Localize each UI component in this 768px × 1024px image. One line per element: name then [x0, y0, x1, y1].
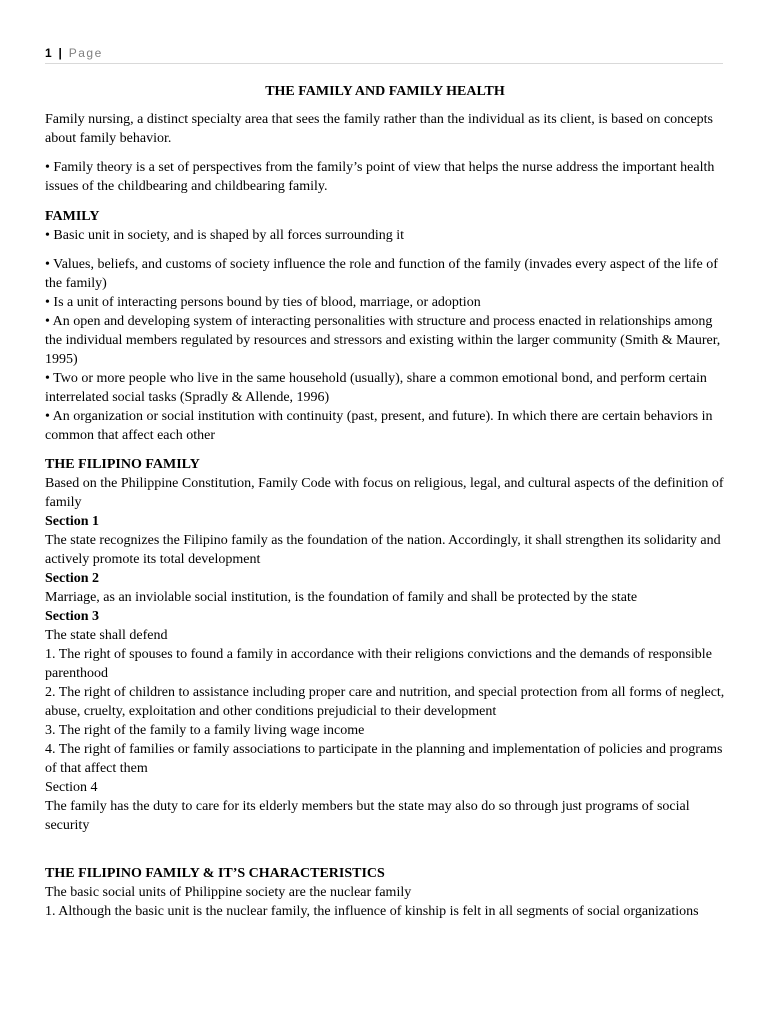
filipino-family-heading: THE FILIPINO FAMILY: [45, 457, 200, 472]
section-4-text: The family has the duty to care for its elderly members but the state may also do so through just programs of social security: [45, 799, 690, 833]
section-3-item: 3. The right of the family to a family living wage income: [45, 723, 365, 738]
section-2-label: Section 2: [45, 571, 100, 586]
filipino-family-intro: Based on the Philippine Constitution, Family Code with focus on religious, legal, and cultural aspects of the definition of family: [45, 476, 724, 510]
section-3-item: 4. The right of families or family associations to participate in the planning and implementation of policies and programs of that affect them: [45, 742, 723, 776]
family-bullet: • Is a unit of interacting persons bound by ties of blood, marriage, or adoption: [45, 295, 481, 310]
section-1-text: The state recognizes the Filipino family as the foundation of the nation. Accordingly, it shall strengthen its solidarity and actively promote its total development: [45, 533, 721, 567]
characteristics-heading: THE FILIPINO FAMILY & IT’S CHARACTERISTICS: [45, 866, 385, 881]
family-bullet: • Values, beliefs, and customs of society influence the role and function of the family (invades every aspect of the life of the family): [45, 257, 718, 291]
family-bullet: • Basic unit in society, and is shaped by all forces surrounding it: [45, 228, 404, 243]
characteristics-item: 1. Although the basic unit is the nuclear family, the influence of kinship is felt in all segments of social organizations: [45, 904, 699, 919]
page-number: 1: [45, 46, 52, 60]
family-bullet: • An organization or social institution with continuity (past, present, and future). In which there are certain behaviors in common that affect each other: [45, 409, 713, 443]
page-header-separator: |: [58, 46, 62, 60]
intro-bullet: • Family theory is a set of perspectives from the family’s point of view that helps the nurse address the important health issues of the childbearing and childbearing family.: [45, 160, 715, 194]
section-3-item: 2. The right of children to assistance including proper care and nutrition, and special protection from all forms of neglect, abuse, cruelty, exploitation and other conditions prejudicial to their development: [45, 685, 725, 719]
section-1-label: Section 1: [45, 514, 100, 529]
section-3-label: Section 3: [45, 609, 100, 624]
intro-paragraph: Family nursing, a distinct specialty area that sees the family rather than the individual as its client, is based on concepts about family behavior.: [45, 112, 713, 146]
family-bullet: • Two or more people who live in the same household (usually), share a common emotional bond, and perform certain interrelated social tasks (Spradly & Allende, 1996): [45, 371, 707, 405]
page-label: Page: [68, 46, 103, 60]
section-3-item: 1. The right of spouses to found a family in accordance with their religions convictions and the demands of responsible parenthood: [45, 647, 712, 681]
family-heading: FAMILY: [45, 209, 100, 224]
document-title: THE FAMILY AND FAMILY HEALTH: [265, 84, 505, 99]
section-2-text: Marriage, as an inviolable social institution, is the foundation of family and shall be protected by the state: [45, 590, 638, 605]
section-4-label: Section 4: [45, 780, 98, 795]
family-bullet: • An open and developing system of interacting personalities with structure and process enacted in relationships among the individual members regulated by resources and stressors and existing within the larger community (Smith & Maurer, 1995): [45, 314, 721, 367]
page-header: [45, 46, 723, 64]
section-3-intro: The state shall defend: [45, 628, 168, 643]
characteristics-intro: The basic social units of Philippine society are the nuclear family: [45, 885, 412, 900]
document-body: [45, 82, 725, 921]
